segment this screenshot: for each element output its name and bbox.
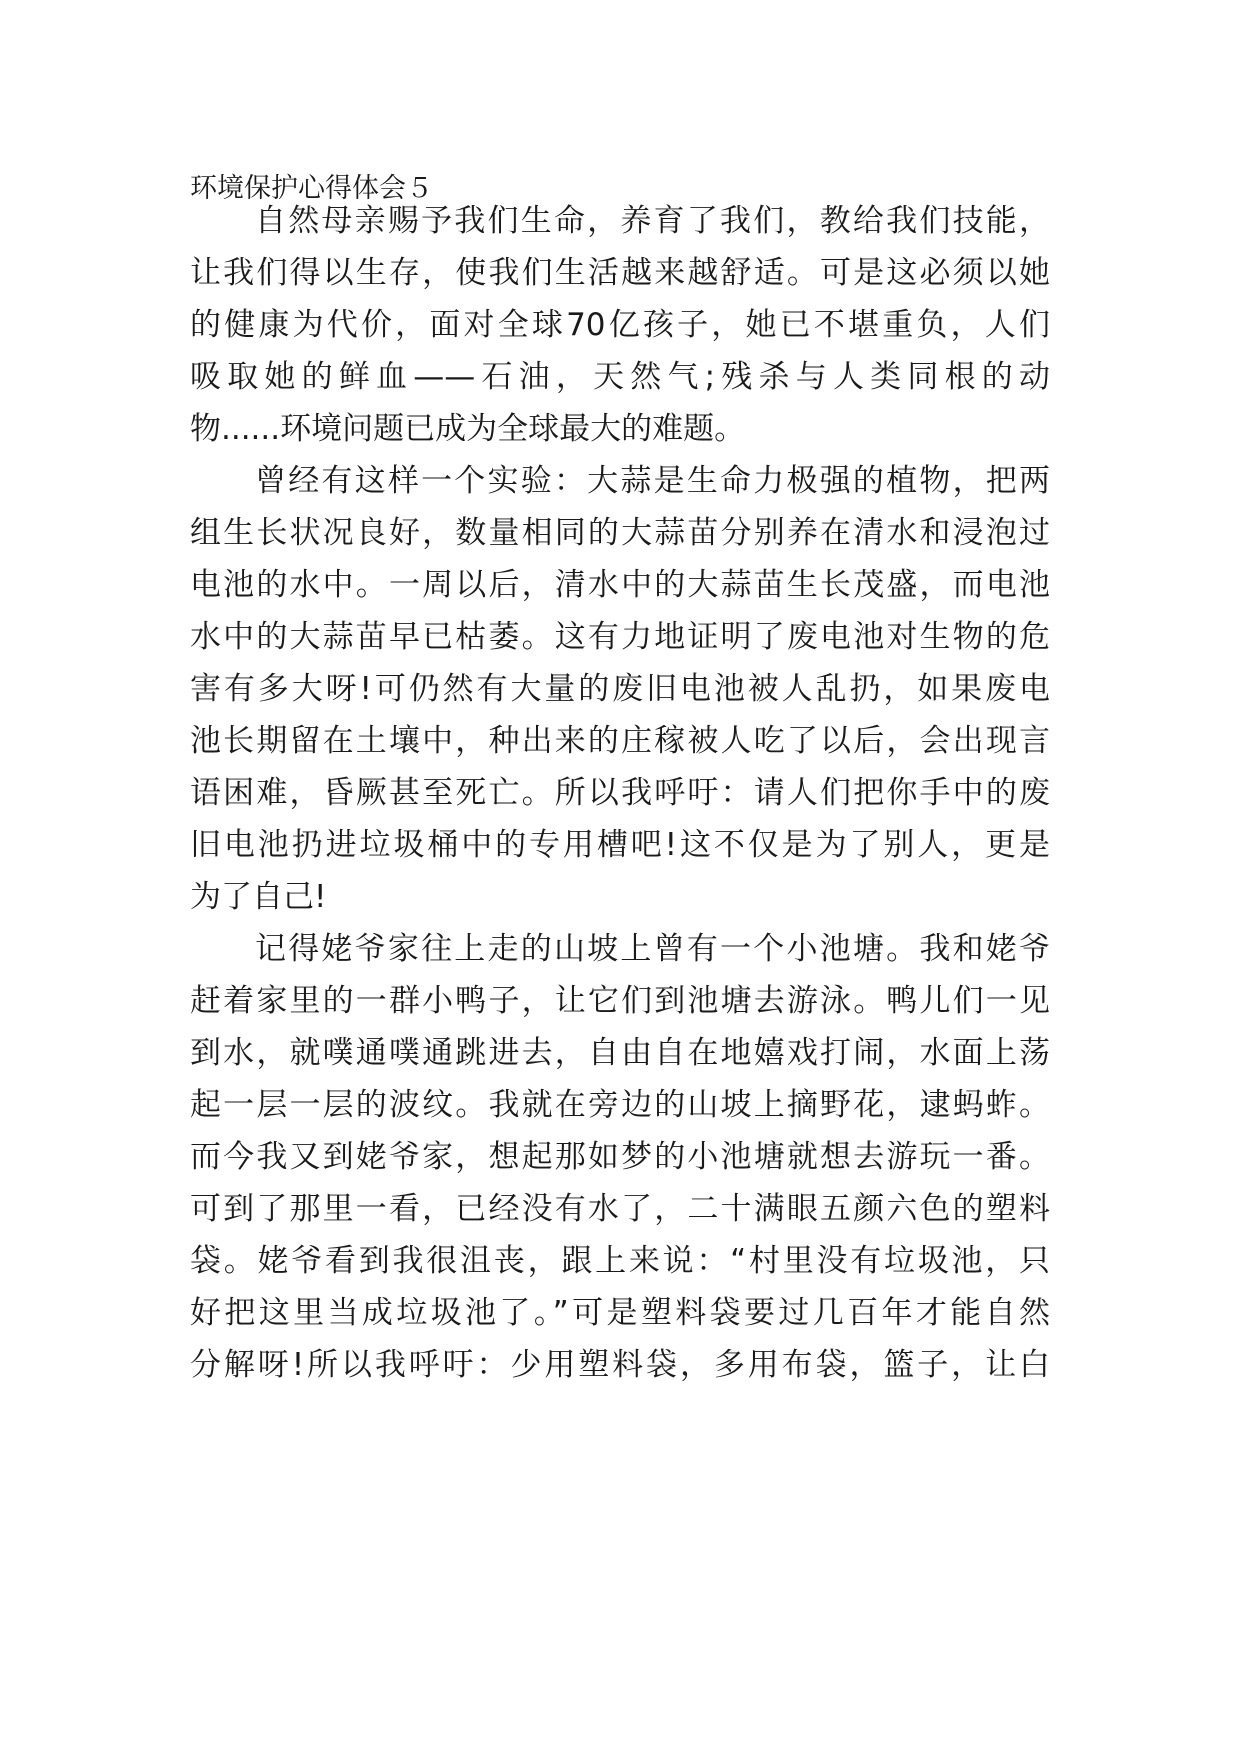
paragraph-2-line-5: 害有多大呀!可仍然有大量的废旧电池被人乱扔，如果废电: [190, 671, 1050, 707]
paragraph-2-line-4: 水中的大蒜苗早已枯萎。这有力地证明了废电池对生物的危: [190, 619, 1050, 655]
paragraph-2-line-2: 组生长状况良好，数量相同的大蒜苗分别养在清水和浸泡过: [190, 515, 1050, 551]
paragraph-1-line-4: 吸取她的鲜血——石油，天然气;残杀与人类同根的动: [190, 359, 1050, 395]
paragraph-2-line-8: 旧电池扔进垃圾桶中的专用槽吧!这不仅是为了别人，更是: [190, 827, 1050, 863]
paragraph-2-line-9: 为了自己!: [190, 879, 327, 915]
paragraph-3-line-9: 分解呀!所以我呼吁：少用塑料袋，多用布袋，篮子，让白: [190, 1347, 1050, 1383]
paragraph-2-line-1: 曾经有这样一个实验：大蒜是生命力极强的植物，把两: [255, 463, 1050, 499]
paragraph-2-line-6: 池长期留在土壤中，种出来的庄稼被人吃了以后，会出现言: [190, 723, 1050, 759]
paragraph-1-line-3: 的健康为代价，面对全球70亿孩子，她已不堪重负，人们: [190, 307, 1050, 343]
paragraph-3-line-1: 记得姥爷家往上走的山坡上曾有一个小池塘。我和姥爷: [255, 931, 1050, 967]
paragraph-3-line-8: 好把这里当成垃圾池了。”可是塑料袋要过几百年才能自然: [190, 1295, 1050, 1331]
paragraph-3-line-4: 起一层一层的波纹。我就在旁边的山坡上摘野花，逮蚂蚱。: [190, 1087, 1050, 1123]
paragraph-3-line-6: 可到了那里一看，已经没有水了，二十满眼五颜六色的塑料: [190, 1191, 1050, 1227]
paragraph-2-line-3: 电池的水中。一周以后，清水中的大蒜苗生长茂盛，而电池: [190, 567, 1050, 603]
paragraph-1-line-5: 物......环境问题已成为全球最大的难题。: [190, 411, 746, 447]
paragraph-1-line-1: 自然母亲赐予我们生命，养育了我们，教给我们技能，: [255, 203, 1050, 239]
paragraph-3-line-7: 袋。姥爷看到我很沮丧，跟上来说：“村里没有垃圾池，只: [190, 1243, 1050, 1279]
paragraph-2-line-7: 语困难，昏厥甚至死亡。所以我呼吁：请人们把你手中的废: [190, 775, 1050, 811]
paragraph-3-line-3: 到水，就噗通噗通跳进去，自由自在地嬉戏打闹，水面上荡: [190, 1035, 1050, 1071]
paragraph-1-line-2: 让我们得以生存，使我们生活越来越舒适。可是这必须以她: [190, 255, 1050, 291]
paragraph-3-line-2: 赶着家里的一群小鸭子，让它们到池塘去游泳。鸭儿们一见: [190, 983, 1050, 1019]
paragraph-3-line-5: 而今我又到姥爷家，想起那如梦的小池塘就想去游玩一番。: [190, 1139, 1050, 1175]
document-title: 环境保护心得体会５: [190, 173, 433, 204]
